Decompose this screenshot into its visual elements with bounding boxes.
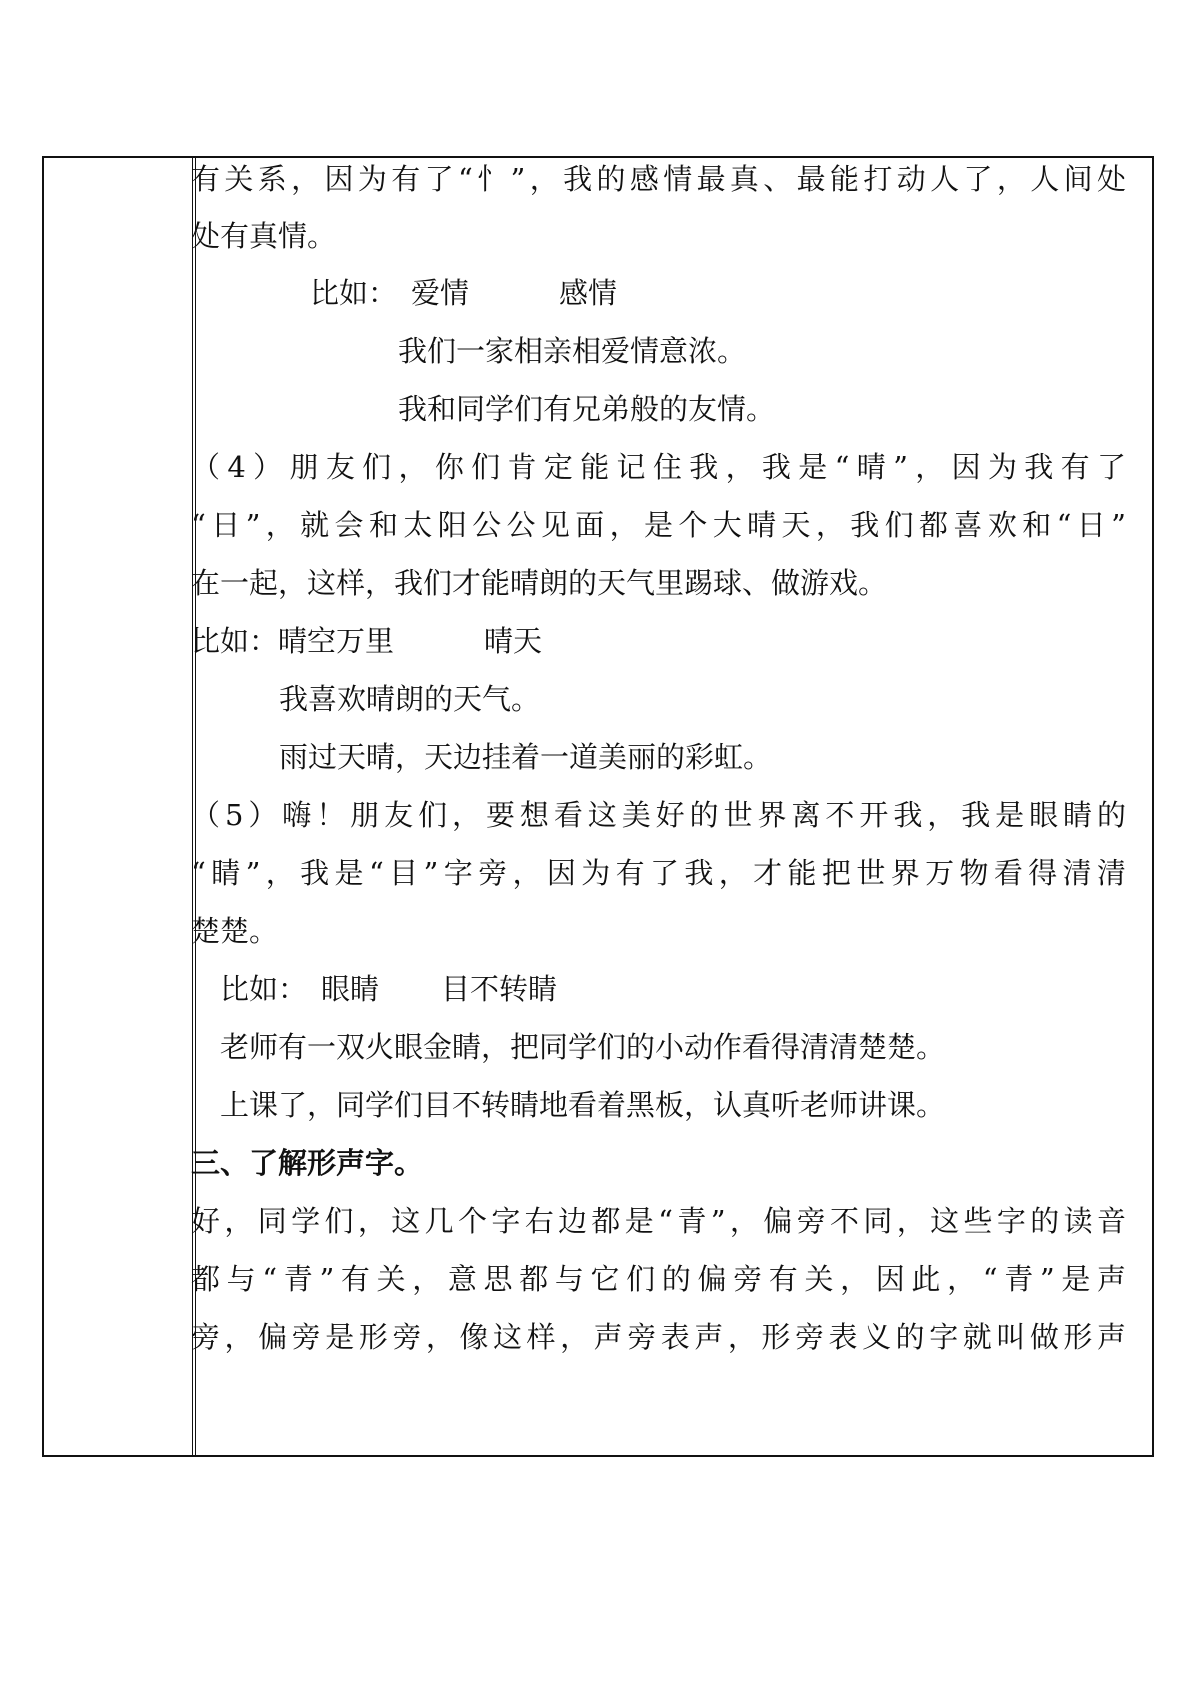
example-word: 目不转睛 — [441, 972, 558, 1006]
example-word: 晴空万里 — [278, 624, 395, 658]
example-word: 晴天 — [484, 624, 543, 658]
paragraph-line: 都与“青”有关，意思都与它们的偏旁有关，因此，“青”是声 — [191, 1262, 1126, 1296]
paragraph-line: （4）朋友们，你们肯定能记住我，我是“晴”，因为我有了 — [191, 450, 1126, 484]
paragraph-line: 楚楚。 — [191, 914, 279, 948]
example-sentence: 我和同学们有兄弟般的友情。 — [398, 392, 776, 426]
paragraph-line: （5）嗨！朋友们，要想看这美好的世界离不开我，我是眼睛的 — [191, 798, 1126, 832]
example-label: 比如： — [310, 276, 398, 310]
section-heading: 三、了解形声字。 — [191, 1146, 424, 1180]
example-sentence: 我们一家相亲相爱情意浓。 — [398, 334, 747, 368]
paragraph-line: 在一起，这样，我们才能晴朗的天气里踢球、做游戏。 — [191, 566, 888, 600]
paragraph-line: 处有真情。 — [191, 219, 337, 253]
paragraph-line: 有关系，因为有了“忄”，我的感情最真、最能打动人了，人间处 — [191, 162, 1126, 196]
example-row — [220, 969, 557, 1009]
paragraph-line: 好，同学们，这几个字右边都是“青”，偏旁不同，这些字的读音 — [191, 1204, 1126, 1238]
example-row — [191, 621, 542, 661]
example-label: 比如： — [191, 624, 279, 658]
example-word: 眼睛 — [321, 972, 380, 1006]
example-word: 感情 — [559, 276, 618, 310]
paragraph-line: “睛”，我是“目”字旁，因为有了我，才能把世界万物看得清清 — [191, 856, 1126, 890]
example-word: 爱情 — [411, 276, 470, 310]
example-sentence: 上课了，同学们目不转睛地看着黑板，认真听老师讲课。 — [220, 1088, 946, 1122]
example-sentence: 我喜欢晴朗的天气。 — [279, 682, 541, 716]
example-label: 比如： — [220, 972, 308, 1006]
paragraph-line: 旁，偏旁是形旁，像这样，声旁表声，形旁表义的字就叫做形声 — [191, 1320, 1126, 1354]
example-row — [310, 273, 617, 313]
example-sentence: 老师有一双火眼金睛，把同学们的小动作看得清清楚楚。 — [220, 1030, 946, 1064]
example-sentence: 雨过天晴，天边挂着一道美丽的彩虹。 — [279, 740, 773, 774]
paragraph-line: “日”，就会和太阳公公见面，是个大晴天，我们都喜欢和“日” — [191, 508, 1126, 542]
